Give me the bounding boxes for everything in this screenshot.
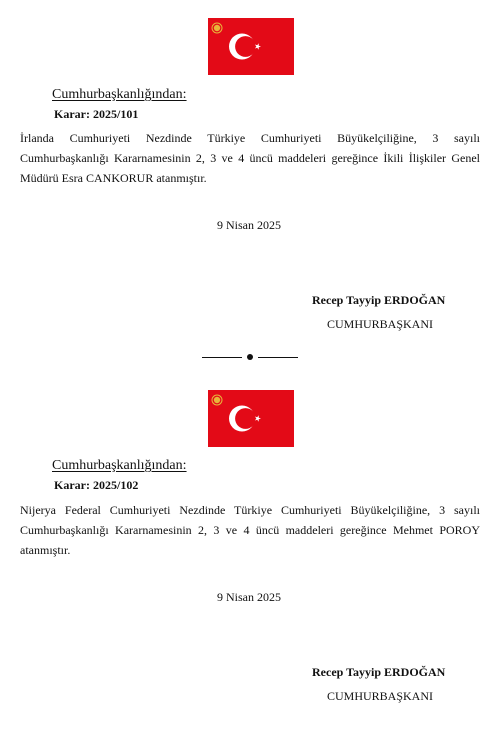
turkish-flag-icon: [208, 390, 294, 447]
dot-separator: [200, 351, 300, 363]
decree-date: 9 Nisan 2025: [217, 218, 281, 232]
signatory-title: CUMHURBAŞKANI: [327, 689, 434, 703]
signatory-name: Recep Tayyip ERDOĞAN: [312, 293, 446, 307]
decree-text: Nijerya Federal Cumhuriyeti Nezdinde Türkiye Cumhuriyeti Büyükelçiliğine, 3 sayılı Cumhurbaşkanlığı Kararnamesinin 2, 3 ve 4 üncü maddeleri gereğince Mehmet POROY atanmıştır.: [20, 503, 480, 557]
separator-dot: [247, 354, 253, 360]
decree-text: İrlanda Cumhuriyeti Nezdinde Türkiye Cumhuriyeti Büyükelçiliğine, 3 sayılı Cumhurbaşkanlığı Kararnamesinin 2, 3 ve 4 üncü maddeleri gereğince İkili İlişkiler Genel Müdürü Esra CANKORUR atanmıştır.: [20, 131, 480, 185]
separator-line-left: [202, 357, 242, 358]
separator-line-right: [258, 357, 298, 358]
decision-number: Karar: 2025/102: [54, 478, 139, 492]
turkish-flag-icon: [208, 18, 294, 75]
signatory-name: Recep Tayyip ERDOĞAN: [312, 665, 446, 679]
signatory-title: CUMHURBAŞKANI: [327, 317, 434, 331]
decree-date: 9 Nisan 2025: [217, 590, 281, 604]
authority-heading: Cumhurbaşkanlığından:: [52, 87, 187, 102]
decision-number: Karar: 2025/101: [54, 107, 139, 121]
authority-heading: Cumhurbaşkanlığından:: [52, 458, 187, 473]
